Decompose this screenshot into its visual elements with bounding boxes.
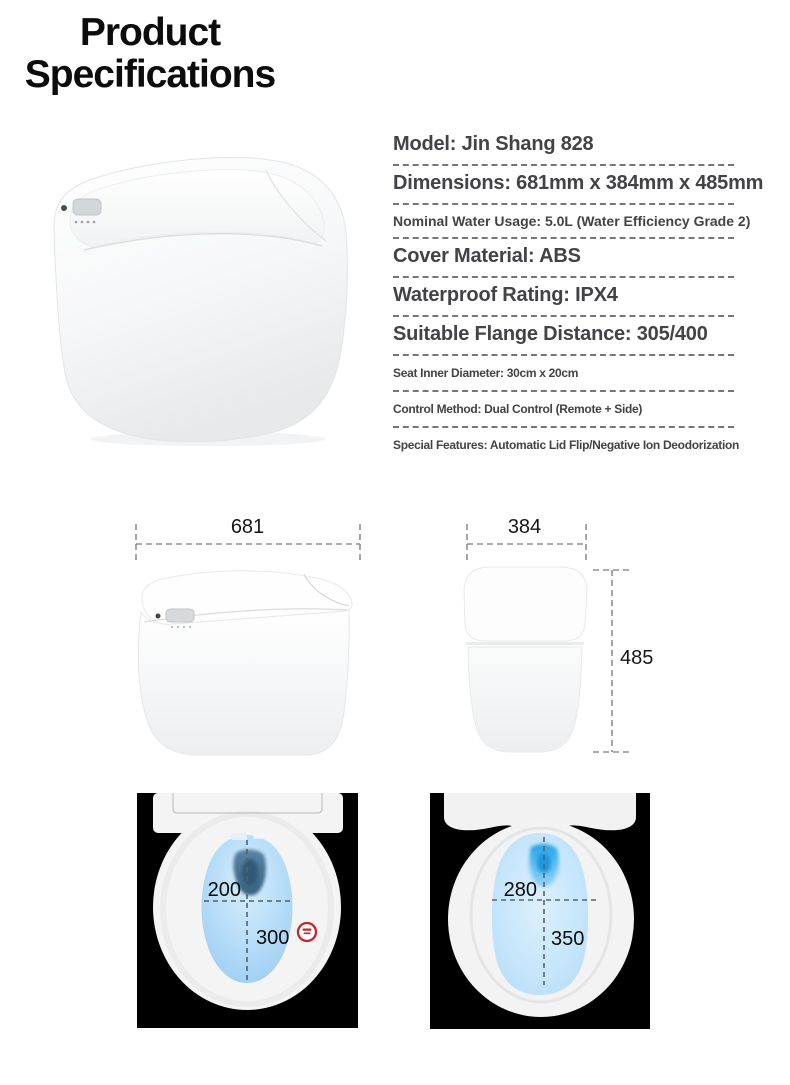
front-body — [468, 647, 582, 752]
spec-row-control-method: Control Method: Dual Control (Remote + Side) — [393, 392, 777, 428]
spec-row-water-usage: Nominal Water Usage: 5.0L (Water Efficiency Grade 2) — [393, 205, 777, 239]
spec-row-flange-distance: Suitable Flange Distance: 305/400 — [393, 317, 777, 356]
spec-row-waterproof: Waterproof Rating: IPX4 — [393, 278, 777, 317]
bowl-left-length-label: 300 — [256, 927, 290, 949]
page-title — [0, 12, 300, 96]
spec-row-model: Model: Jin Shang 828 — [393, 127, 777, 166]
front-seam — [466, 642, 584, 645]
side-view-diagram — [128, 560, 360, 760]
spec-row-cover-material: Cover Material: ABS — [393, 239, 777, 278]
bowl-top-view-left — [137, 793, 358, 1028]
bowl-right-length-label: 350 — [551, 928, 585, 950]
front-lid — [464, 567, 587, 641]
bowl-right-width-label: 280 — [503, 879, 537, 901]
side-body — [138, 610, 349, 755]
spec-row-seat-diameter: Seat Inner Diameter: 30cm x 20cm — [393, 356, 777, 392]
spec-row-dimensions: Dimensions: 681mm x 384mm x 485mm — [393, 166, 777, 205]
product-photo — [28, 142, 358, 452]
spec-list — [393, 127, 777, 464]
height-label-485: 485 — [620, 647, 654, 669]
sensor-dot — [61, 205, 67, 211]
page-title-line1: Product — [79, 11, 221, 54]
front-view-diagram — [452, 562, 598, 757]
width-label-681: 681 — [230, 516, 265, 538]
bowl-left-width-label: 200 — [207, 879, 241, 901]
page-title-line2: Specifications — [24, 53, 276, 96]
bowl-top-view-right — [430, 793, 650, 1029]
spec-row-special-features: Special Features: Automatic Lid Flip/Negative Ion Deodorization — [393, 438, 740, 453]
width-label-384: 384 — [507, 516, 542, 538]
side-control-buttons — [73, 199, 101, 215]
